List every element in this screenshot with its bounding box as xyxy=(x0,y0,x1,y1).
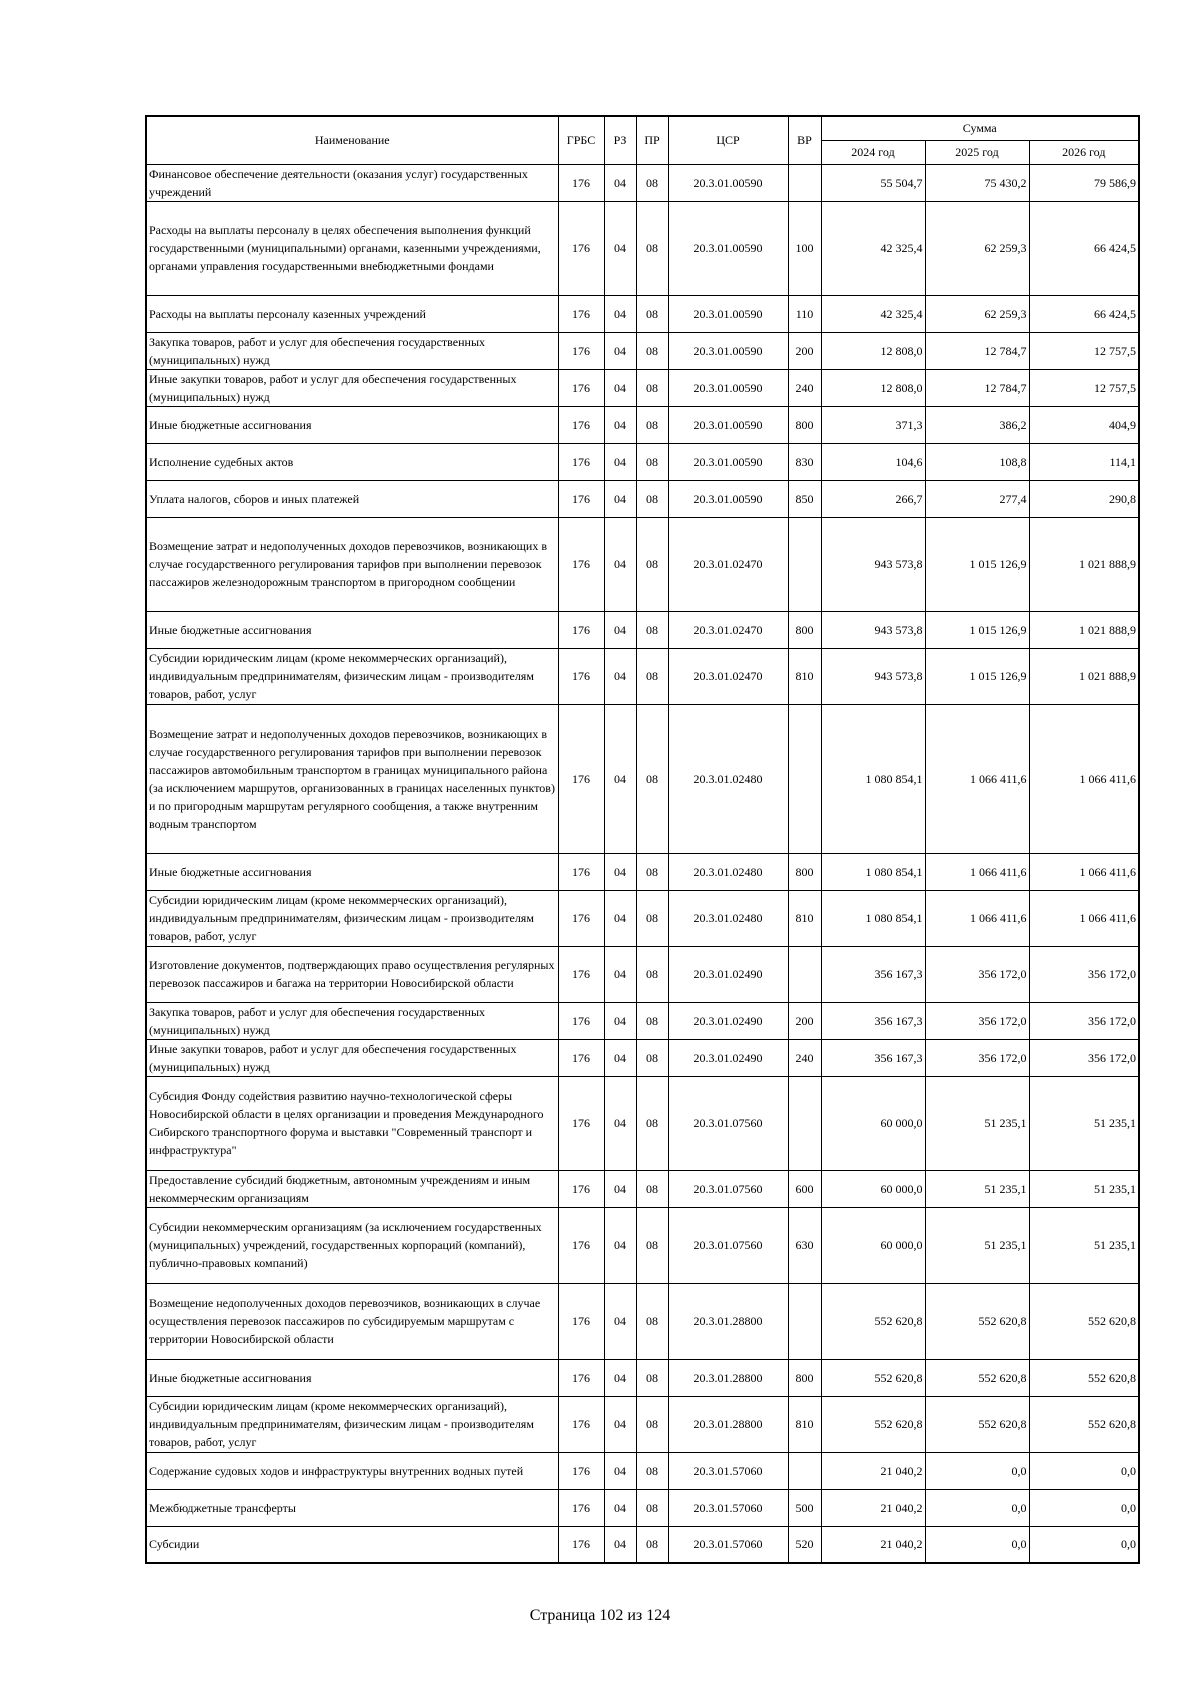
row-sum-2026: 51 235,1 xyxy=(1029,1207,1139,1283)
row-name: Финансовое обеспечение деятельности (оказания услуг) государственных учреждений xyxy=(146,164,558,201)
table-row xyxy=(146,890,1139,946)
row-sum-2024: 552 620,8 xyxy=(821,1359,925,1396)
row-sum-2025: 12 784,7 xyxy=(925,332,1029,369)
row-rz: 04 xyxy=(604,1283,636,1359)
table-row xyxy=(146,1207,1139,1283)
row-grbs: 176 xyxy=(558,648,604,704)
row-vr: 110 xyxy=(788,295,821,332)
row-rz: 04 xyxy=(604,443,636,480)
row-vr: 800 xyxy=(788,611,821,648)
row-pr: 08 xyxy=(636,1283,668,1359)
row-pr: 08 xyxy=(636,648,668,704)
row-pr: 08 xyxy=(636,369,668,406)
row-csr: 20.3.01.02490 xyxy=(668,946,788,1002)
table-row xyxy=(146,201,1139,295)
budget-table-container xyxy=(145,115,1138,1564)
row-grbs: 176 xyxy=(558,443,604,480)
row-csr: 20.3.01.02480 xyxy=(668,890,788,946)
row-grbs: 176 xyxy=(558,890,604,946)
row-vr: 500 xyxy=(788,1489,821,1526)
row-csr: 20.3.01.07560 xyxy=(668,1207,788,1283)
row-sum-2024: 943 573,8 xyxy=(821,611,925,648)
row-pr: 08 xyxy=(636,1170,668,1207)
row-sum-2026: 1 021 888,9 xyxy=(1029,517,1139,611)
row-name: Предоставление субсидий бюджетным, автономным учреждениям и иным некоммерческим организациям xyxy=(146,1170,558,1207)
row-pr: 08 xyxy=(636,890,668,946)
row-sum-2025: 0,0 xyxy=(925,1452,1029,1489)
row-sum-2024: 104,6 xyxy=(821,443,925,480)
table-row xyxy=(146,853,1139,890)
row-sum-2026: 12 757,5 xyxy=(1029,332,1139,369)
row-rz: 04 xyxy=(604,1396,636,1452)
row-grbs: 176 xyxy=(558,480,604,517)
row-csr: 20.3.01.28800 xyxy=(668,1283,788,1359)
row-grbs: 176 xyxy=(558,517,604,611)
row-pr: 08 xyxy=(636,1002,668,1039)
table-row xyxy=(146,648,1139,704)
row-vr: 600 xyxy=(788,1170,821,1207)
row-rz: 04 xyxy=(604,853,636,890)
table-row xyxy=(146,517,1139,611)
row-sum-2025: 0,0 xyxy=(925,1489,1029,1526)
row-rz: 04 xyxy=(604,369,636,406)
row-name: Иные бюджетные ассигнования xyxy=(146,853,558,890)
row-grbs: 176 xyxy=(558,1396,604,1452)
table-row xyxy=(146,1396,1139,1452)
row-name: Иные закупки товаров, работ и услуг для обеспечения государственных (муниципальных) нужд xyxy=(146,1039,558,1076)
row-sum-2024: 60 000,0 xyxy=(821,1207,925,1283)
row-csr: 20.3.01.07560 xyxy=(668,1170,788,1207)
row-csr: 20.3.01.00590 xyxy=(668,369,788,406)
row-sum-2024: 55 504,7 xyxy=(821,164,925,201)
row-sum-2025: 277,4 xyxy=(925,480,1029,517)
table-row xyxy=(146,295,1139,332)
row-name: Возмещение недополученных доходов перевозчиков, возникающих в случае осуществления перевозок пассажиров по субсидируемым маршрутам с территории Новосибирской области xyxy=(146,1283,558,1359)
row-rz: 04 xyxy=(604,946,636,1002)
row-sum-2026: 51 235,1 xyxy=(1029,1076,1139,1170)
header-csr: ЦСР xyxy=(668,116,788,164)
row-sum-2024: 356 167,3 xyxy=(821,946,925,1002)
row-sum-2026: 356 172,0 xyxy=(1029,1002,1139,1039)
row-grbs: 176 xyxy=(558,295,604,332)
row-vr: 630 xyxy=(788,1207,821,1283)
row-vr xyxy=(788,704,821,853)
row-csr: 20.3.01.57060 xyxy=(668,1526,788,1563)
row-sum-2026: 1 021 888,9 xyxy=(1029,648,1139,704)
row-name: Исполнение судебных актов xyxy=(146,443,558,480)
row-sum-2024: 1 080 854,1 xyxy=(821,890,925,946)
row-grbs: 176 xyxy=(558,1002,604,1039)
row-vr xyxy=(788,1076,821,1170)
row-rz: 04 xyxy=(604,1039,636,1076)
row-sum-2025: 51 235,1 xyxy=(925,1207,1029,1283)
row-sum-2024: 12 808,0 xyxy=(821,332,925,369)
row-name: Изготовление документов, подтверждающих право осуществления регулярных перевозок пассажиров и багажа на территории Новосибирской области xyxy=(146,946,558,1002)
row-sum-2026: 1 066 411,6 xyxy=(1029,890,1139,946)
row-vr xyxy=(788,946,821,1002)
row-csr: 20.3.01.28800 xyxy=(668,1359,788,1396)
row-grbs: 176 xyxy=(558,1076,604,1170)
row-sum-2026: 356 172,0 xyxy=(1029,1039,1139,1076)
row-sum-2026: 1 021 888,9 xyxy=(1029,611,1139,648)
row-grbs: 176 xyxy=(558,1452,604,1489)
header-year-2025: 2025 год xyxy=(925,140,1029,164)
row-vr: 800 xyxy=(788,406,821,443)
table-row xyxy=(146,1170,1139,1207)
row-sum-2025: 1 066 411,6 xyxy=(925,704,1029,853)
header-name: Наименование xyxy=(146,116,558,164)
row-pr: 08 xyxy=(636,201,668,295)
row-name: Закупка товаров, работ и услуг для обеспечения государственных (муниципальных) нужд xyxy=(146,332,558,369)
row-vr: 830 xyxy=(788,443,821,480)
row-vr: 240 xyxy=(788,369,821,406)
row-sum-2025: 1 015 126,9 xyxy=(925,517,1029,611)
row-sum-2024: 60 000,0 xyxy=(821,1170,925,1207)
row-rz: 04 xyxy=(604,1452,636,1489)
row-sum-2024: 356 167,3 xyxy=(821,1002,925,1039)
row-vr: 520 xyxy=(788,1526,821,1563)
row-sum-2024: 60 000,0 xyxy=(821,1076,925,1170)
row-name: Расходы на выплаты персоналу казенных учреждений xyxy=(146,295,558,332)
row-grbs: 176 xyxy=(558,369,604,406)
row-pr: 08 xyxy=(636,164,668,201)
row-sum-2024: 943 573,8 xyxy=(821,648,925,704)
row-vr: 810 xyxy=(788,648,821,704)
row-grbs: 176 xyxy=(558,332,604,369)
row-sum-2025: 1 066 411,6 xyxy=(925,890,1029,946)
header-rz: РЗ xyxy=(604,116,636,164)
row-sum-2025: 356 172,0 xyxy=(925,1039,1029,1076)
row-sum-2025: 1 015 126,9 xyxy=(925,648,1029,704)
row-vr xyxy=(788,517,821,611)
row-sum-2026: 1 066 411,6 xyxy=(1029,704,1139,853)
row-sum-2024: 1 080 854,1 xyxy=(821,853,925,890)
row-csr: 20.3.01.02490 xyxy=(668,1002,788,1039)
row-csr: 20.3.01.02470 xyxy=(668,517,788,611)
table-row xyxy=(146,164,1139,201)
row-vr: 800 xyxy=(788,853,821,890)
row-sum-2026: 1 066 411,6 xyxy=(1029,853,1139,890)
table-row xyxy=(146,332,1139,369)
row-csr: 20.3.01.57060 xyxy=(668,1489,788,1526)
table-row xyxy=(146,1039,1139,1076)
table-row xyxy=(146,1452,1139,1489)
row-pr: 08 xyxy=(636,1359,668,1396)
row-pr: 08 xyxy=(636,480,668,517)
row-sum-2026: 0,0 xyxy=(1029,1452,1139,1489)
row-sum-2025: 386,2 xyxy=(925,406,1029,443)
row-pr: 08 xyxy=(636,406,668,443)
row-sum-2025: 51 235,1 xyxy=(925,1170,1029,1207)
row-pr: 08 xyxy=(636,946,668,1002)
row-sum-2024: 21 040,2 xyxy=(821,1526,925,1563)
row-name: Субсидии юридическим лицам (кроме некоммерческих организаций), индивидуальным предпринимателям, физическим лицам - производителям товаров, работ, услуг xyxy=(146,648,558,704)
table-row xyxy=(146,1489,1139,1526)
table-row xyxy=(146,704,1139,853)
row-rz: 04 xyxy=(604,406,636,443)
row-pr: 08 xyxy=(636,517,668,611)
row-grbs: 176 xyxy=(558,1283,604,1359)
header-year-2026: 2026 год xyxy=(1029,140,1139,164)
row-csr: 20.3.01.02490 xyxy=(668,1039,788,1076)
row-pr: 08 xyxy=(636,295,668,332)
row-rz: 04 xyxy=(604,332,636,369)
row-rz: 04 xyxy=(604,704,636,853)
row-vr xyxy=(788,1283,821,1359)
row-vr: 850 xyxy=(788,480,821,517)
row-name: Иные закупки товаров, работ и услуг для обеспечения государственных (муниципальных) нужд xyxy=(146,369,558,406)
row-sum-2024: 943 573,8 xyxy=(821,517,925,611)
row-rz: 04 xyxy=(604,164,636,201)
row-sum-2025: 1 066 411,6 xyxy=(925,853,1029,890)
header-grbs: ГРБС xyxy=(558,116,604,164)
row-rz: 04 xyxy=(604,1359,636,1396)
row-sum-2026: 0,0 xyxy=(1029,1489,1139,1526)
row-sum-2026: 404,9 xyxy=(1029,406,1139,443)
row-sum-2026: 79 586,9 xyxy=(1029,164,1139,201)
row-sum-2024: 356 167,3 xyxy=(821,1039,925,1076)
row-sum-2026: 552 620,8 xyxy=(1029,1359,1139,1396)
header-pr: ПР xyxy=(636,116,668,164)
row-sum-2025: 12 784,7 xyxy=(925,369,1029,406)
row-sum-2025: 356 172,0 xyxy=(925,946,1029,1002)
row-sum-2026: 51 235,1 xyxy=(1029,1170,1139,1207)
table-row xyxy=(146,611,1139,648)
row-sum-2024: 371,3 xyxy=(821,406,925,443)
row-grbs: 176 xyxy=(558,946,604,1002)
row-rz: 04 xyxy=(604,1526,636,1563)
row-grbs: 176 xyxy=(558,611,604,648)
row-csr: 20.3.01.00590 xyxy=(668,332,788,369)
row-sum-2026: 0,0 xyxy=(1029,1526,1139,1563)
row-sum-2024: 552 620,8 xyxy=(821,1396,925,1452)
row-name: Субсидии юридическим лицам (кроме некоммерческих организаций), индивидуальным предпринимателям, физическим лицам - производителям товаров, работ, услуг xyxy=(146,890,558,946)
row-vr: 100 xyxy=(788,201,821,295)
row-vr xyxy=(788,164,821,201)
row-rz: 04 xyxy=(604,1002,636,1039)
page-number: Страница 102 из 124 xyxy=(529,1607,671,1624)
row-name: Субсидии юридическим лицам (кроме некоммерческих организаций), индивидуальным предпринимателям, физическим лицам - производителям товаров, работ, услуг xyxy=(146,1396,558,1452)
header-year-2024: 2024 год xyxy=(821,140,925,164)
row-vr: 810 xyxy=(788,1396,821,1452)
row-name: Межбюджетные трансферты xyxy=(146,1489,558,1526)
row-grbs: 176 xyxy=(558,1489,604,1526)
row-grbs: 176 xyxy=(558,201,604,295)
row-sum-2026: 114,1 xyxy=(1029,443,1139,480)
budget-table xyxy=(145,115,1140,1564)
row-csr: 20.3.01.00590 xyxy=(668,443,788,480)
row-grbs: 176 xyxy=(558,1526,604,1563)
row-sum-2025: 1 015 126,9 xyxy=(925,611,1029,648)
row-sum-2024: 266,7 xyxy=(821,480,925,517)
row-pr: 08 xyxy=(636,1489,668,1526)
table-header xyxy=(146,116,1139,164)
row-sum-2026: 356 172,0 xyxy=(1029,946,1139,1002)
header-sum: Сумма xyxy=(821,116,1139,140)
row-rz: 04 xyxy=(604,201,636,295)
row-csr: 20.3.01.00590 xyxy=(668,480,788,517)
row-name: Расходы на выплаты персоналу в целях обеспечения выполнения функций государственными (муниципальными) органами, казенными учреждениями, органами управления государственными внебюджетными фондами xyxy=(146,201,558,295)
row-name: Субсидии xyxy=(146,1526,558,1563)
row-name: Закупка товаров, работ и услуг для обеспечения государственных (муниципальных) нужд xyxy=(146,1002,558,1039)
row-grbs: 176 xyxy=(558,853,604,890)
row-sum-2024: 1 080 854,1 xyxy=(821,704,925,853)
table-body xyxy=(146,164,1139,1563)
row-pr: 08 xyxy=(636,1452,668,1489)
row-rz: 04 xyxy=(604,1207,636,1283)
table-row xyxy=(146,480,1139,517)
row-vr: 800 xyxy=(788,1359,821,1396)
row-csr: 20.3.01.02480 xyxy=(668,704,788,853)
row-sum-2025: 552 620,8 xyxy=(925,1396,1029,1452)
row-sum-2024: 552 620,8 xyxy=(821,1283,925,1359)
row-sum-2025: 0,0 xyxy=(925,1526,1029,1563)
table-row xyxy=(146,1076,1139,1170)
row-csr: 20.3.01.02470 xyxy=(668,611,788,648)
row-name: Субсидия Фонду содействия развитию научно-технологической сферы Новосибирской области в целях организации и проведения Международного Сибирского транспортного форума и выставки "Современный транспорт и инфраструктура" xyxy=(146,1076,558,1170)
row-grbs: 176 xyxy=(558,1359,604,1396)
row-rz: 04 xyxy=(604,611,636,648)
row-vr: 810 xyxy=(788,890,821,946)
row-vr: 200 xyxy=(788,1002,821,1039)
row-sum-2025: 552 620,8 xyxy=(925,1283,1029,1359)
row-pr: 08 xyxy=(636,443,668,480)
row-name: Содержание судовых ходов и инфраструктуры внутренних водных путей xyxy=(146,1452,558,1489)
row-sum-2026: 290,8 xyxy=(1029,480,1139,517)
row-csr: 20.3.01.02480 xyxy=(668,853,788,890)
table-row xyxy=(146,406,1139,443)
row-sum-2025: 51 235,1 xyxy=(925,1076,1029,1170)
row-name: Субсидии некоммерческим организациям (за исключением государственных (муниципальных) учреждений, государственных корпораций (компаний), публично-правовых компаний) xyxy=(146,1207,558,1283)
row-rz: 04 xyxy=(604,1076,636,1170)
row-pr: 08 xyxy=(636,332,668,369)
row-sum-2026: 12 757,5 xyxy=(1029,369,1139,406)
row-vr xyxy=(788,1452,821,1489)
row-sum-2024: 42 325,4 xyxy=(821,201,925,295)
row-name: Возмещение затрат и недополученных доходов перевозчиков, возникающих в случае государственного регулирования тарифов при выполнении перевозок пассажиров железнодорожным транспортом в пригородном сообщении xyxy=(146,517,558,611)
row-name: Иные бюджетные ассигнования xyxy=(146,406,558,443)
table-row xyxy=(146,1283,1139,1359)
row-csr: 20.3.01.57060 xyxy=(668,1452,788,1489)
table-row xyxy=(146,369,1139,406)
table-row xyxy=(146,1526,1139,1563)
row-csr: 20.3.01.00590 xyxy=(668,295,788,332)
row-grbs: 176 xyxy=(558,164,604,201)
row-csr: 20.3.01.00590 xyxy=(668,406,788,443)
table-row xyxy=(146,443,1139,480)
row-sum-2026: 552 620,8 xyxy=(1029,1396,1139,1452)
row-pr: 08 xyxy=(636,704,668,853)
row-grbs: 176 xyxy=(558,1207,604,1283)
row-pr: 08 xyxy=(636,1207,668,1283)
row-sum-2025: 62 259,3 xyxy=(925,201,1029,295)
row-vr: 200 xyxy=(788,332,821,369)
row-csr: 20.3.01.00590 xyxy=(668,164,788,201)
row-rz: 04 xyxy=(604,1170,636,1207)
row-sum-2025: 62 259,3 xyxy=(925,295,1029,332)
row-name: Иные бюджетные ассигнования xyxy=(146,611,558,648)
row-pr: 08 xyxy=(636,611,668,648)
row-pr: 08 xyxy=(636,1076,668,1170)
row-name: Иные бюджетные ассигнования xyxy=(146,1359,558,1396)
row-name: Возмещение затрат и недополученных доходов перевозчиков, возникающих в случае государственного регулирования тарифов при выполнении перевозок пассажиров автомобильным транспортом в границах муниципального района (за исключением маршрутов, организованных в границах населенных пунктов) и по пригородным маршрутам регулярного сообщения, а также внутренним водным транспортом xyxy=(146,704,558,853)
row-sum-2025: 75 430,2 xyxy=(925,164,1029,201)
row-grbs: 176 xyxy=(558,1170,604,1207)
row-pr: 08 xyxy=(636,1526,668,1563)
row-sum-2024: 42 325,4 xyxy=(821,295,925,332)
row-rz: 04 xyxy=(604,295,636,332)
table-row xyxy=(146,1002,1139,1039)
row-sum-2025: 356 172,0 xyxy=(925,1002,1029,1039)
row-sum-2026: 66 424,5 xyxy=(1029,201,1139,295)
row-rz: 04 xyxy=(604,1489,636,1526)
row-sum-2025: 552 620,8 xyxy=(925,1359,1029,1396)
row-csr: 20.3.01.28800 xyxy=(668,1396,788,1452)
row-pr: 08 xyxy=(636,1396,668,1452)
row-rz: 04 xyxy=(604,890,636,946)
row-csr: 20.3.01.02470 xyxy=(668,648,788,704)
row-grbs: 176 xyxy=(558,704,604,853)
row-sum-2024: 12 808,0 xyxy=(821,369,925,406)
header-vr: ВР xyxy=(788,116,821,164)
row-pr: 08 xyxy=(636,1039,668,1076)
row-grbs: 176 xyxy=(558,406,604,443)
row-rz: 04 xyxy=(604,480,636,517)
row-grbs: 176 xyxy=(558,1039,604,1076)
row-rz: 04 xyxy=(604,517,636,611)
table-row xyxy=(146,1359,1139,1396)
row-pr: 08 xyxy=(636,853,668,890)
row-name: Уплата налогов, сборов и иных платежей xyxy=(146,480,558,517)
table-row xyxy=(146,946,1139,1002)
row-csr: 20.3.01.00590 xyxy=(668,201,788,295)
row-csr: 20.3.01.07560 xyxy=(668,1076,788,1170)
row-sum-2024: 21 040,2 xyxy=(821,1452,925,1489)
row-rz: 04 xyxy=(604,648,636,704)
row-sum-2024: 21 040,2 xyxy=(821,1489,925,1526)
row-vr: 240 xyxy=(788,1039,821,1076)
row-sum-2026: 66 424,5 xyxy=(1029,295,1139,332)
row-sum-2025: 108,8 xyxy=(925,443,1029,480)
row-sum-2026: 552 620,8 xyxy=(1029,1283,1139,1359)
